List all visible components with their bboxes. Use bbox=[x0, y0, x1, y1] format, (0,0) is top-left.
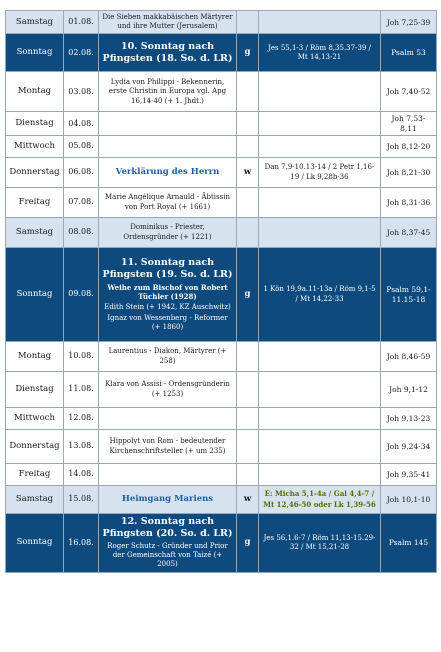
psalm-reading-cell: Psalm 145 bbox=[381, 514, 437, 572]
readings-cell bbox=[259, 112, 381, 136]
commemoration-title: Verklärung des Herrn bbox=[115, 167, 220, 178]
readings-text: Dan 7,9-10.13-14 / 2 Petr 1,16-19 / Lk 9,28b-36 bbox=[264, 163, 375, 181]
readings-cell bbox=[259, 372, 381, 408]
readings-cell bbox=[259, 464, 381, 486]
liturgical-color-cell: g bbox=[237, 514, 259, 572]
calendar-row bbox=[6, 430, 437, 464]
liturgical-color-cell: g bbox=[237, 34, 259, 72]
commemoration-line: Roger Schutz - Gründer und Prior der Gemeinschaft von Taizé (+ 2005) bbox=[107, 541, 228, 569]
weekday-cell: Mittwoch bbox=[6, 136, 64, 158]
date-cell: 04.08. bbox=[64, 112, 99, 136]
commemoration-title: Dominikus - Priester, Ordensgründer (+ 1221) bbox=[123, 223, 212, 241]
liturgical-color-cell: w bbox=[237, 486, 259, 514]
date-cell: 12.08. bbox=[64, 408, 99, 430]
commemoration-title: Klara von Assisi - Ordensgründerin (+ 1253) bbox=[105, 380, 230, 398]
date-cell: 06.08. bbox=[64, 158, 99, 188]
psalm-reading-cell: Joh 8,37-45 bbox=[381, 218, 437, 248]
readings-cell bbox=[259, 158, 381, 188]
readings-cell bbox=[259, 514, 381, 572]
psalm-reading-cell: Joh 7,53-8,11 bbox=[381, 112, 437, 136]
calendar-row bbox=[6, 158, 437, 188]
weekday-cell: Donnerstag bbox=[6, 158, 64, 188]
readings-cell bbox=[259, 342, 381, 372]
weekday-cell: Freitag bbox=[6, 464, 64, 486]
readings-cell bbox=[259, 486, 381, 514]
weekday-cell: Samstag bbox=[6, 11, 64, 34]
psalm-reading-cell: Joh 8,31-36 bbox=[381, 188, 437, 218]
calendar-row bbox=[6, 188, 437, 218]
readings-cell bbox=[259, 136, 381, 158]
date-cell: 01.08. bbox=[64, 11, 99, 34]
weekday-cell: Sonntag bbox=[6, 34, 64, 72]
weekday-cell: Montag bbox=[6, 342, 64, 372]
liturgical-color-cell bbox=[237, 188, 259, 218]
weekday-cell: Dienstag bbox=[6, 112, 64, 136]
calendar-row bbox=[6, 11, 437, 34]
date-cell: 08.08. bbox=[64, 218, 99, 248]
date-cell: 05.08. bbox=[64, 136, 99, 158]
date-cell: 14.08. bbox=[64, 464, 99, 486]
calendar-body bbox=[6, 11, 437, 573]
readings-cell bbox=[259, 248, 381, 342]
commemoration-title: 11. Sonntag nach Pfingsten (19. So. d. LR) bbox=[102, 256, 233, 280]
calendar-row bbox=[6, 514, 437, 572]
date-cell: 11.08. bbox=[64, 372, 99, 408]
liturgical-color-cell bbox=[237, 342, 259, 372]
commemoration-cell bbox=[99, 34, 237, 72]
psalm-reading-cell: Joh 9,24-34 bbox=[381, 430, 437, 464]
commemoration-title: Laurentius - Diakon, Märtyrer (+ 258) bbox=[108, 347, 227, 365]
readings-text: E: Micha 5,1-4a / Gal 4,4-7 / Mt 12,46-50 oder Lk 1,39-56 bbox=[263, 489, 376, 509]
weekday-cell: Samstag bbox=[6, 218, 64, 248]
weekday-cell: Mittwoch bbox=[6, 408, 64, 430]
commemoration-cell bbox=[99, 514, 237, 572]
readings-cell bbox=[259, 218, 381, 248]
readings-cell bbox=[259, 408, 381, 430]
weekday-cell: Donnerstag bbox=[6, 430, 64, 464]
commemoration-cell bbox=[99, 136, 237, 158]
psalm-reading-cell: Psalm 59,1-11.15-18 bbox=[381, 248, 437, 342]
liturgical-color-cell bbox=[237, 372, 259, 408]
commemoration-cell bbox=[99, 112, 237, 136]
commemoration-cell bbox=[99, 430, 237, 464]
date-cell: 09.08. bbox=[64, 248, 99, 342]
commemoration-cell bbox=[99, 218, 237, 248]
calendar-row bbox=[6, 34, 437, 72]
liturgical-color-cell bbox=[237, 11, 259, 34]
weekday-cell: Sonntag bbox=[6, 514, 64, 572]
readings-cell bbox=[259, 72, 381, 112]
commemoration-title: 10. Sonntag nach Pfingsten (18. So. d. LR) bbox=[102, 41, 233, 64]
commemoration-cell bbox=[99, 188, 237, 218]
liturgical-color-cell bbox=[237, 72, 259, 112]
psalm-reading-cell: Joh 9,13-23 bbox=[381, 408, 437, 430]
calendar-row bbox=[6, 464, 437, 486]
readings-text: Jes 56,1.6-7 / Röm 11,13-15.29-32 / Mt 15,21-28 bbox=[263, 533, 376, 551]
commemoration-cell bbox=[99, 158, 237, 188]
psalm-reading-cell: Joh 9,35-41 bbox=[381, 464, 437, 486]
liturgical-color-cell bbox=[237, 430, 259, 464]
calendar-row bbox=[6, 112, 437, 136]
calendar-row bbox=[6, 408, 437, 430]
liturgical-color-cell bbox=[237, 408, 259, 430]
commemoration-cell bbox=[99, 372, 237, 408]
calendar-row bbox=[6, 136, 437, 158]
weekday-cell: Dienstag bbox=[6, 372, 64, 408]
date-cell: 03.08. bbox=[64, 72, 99, 112]
weekday-cell: Freitag bbox=[6, 188, 64, 218]
commemoration-title: Hippolyt von Rom - bedeutender Kirchenschriftsteller (+ um 235) bbox=[109, 437, 226, 455]
liturgical-color-cell bbox=[237, 112, 259, 136]
commemoration-cell bbox=[99, 248, 237, 342]
psalm-reading-cell: Joh 7,40-52 bbox=[381, 72, 437, 112]
commemoration-cell bbox=[99, 72, 237, 112]
liturgical-calendar-table bbox=[5, 10, 437, 573]
weekday-cell: Sonntag bbox=[6, 248, 64, 342]
date-cell: 15.08. bbox=[64, 486, 99, 514]
readings-cell bbox=[259, 11, 381, 34]
commemoration-title: 12. Sonntag nach Pfingsten (20. So. d. LR) bbox=[102, 516, 233, 540]
readings-text: 1 Kön 19,9a.11-13a / Röm 9,1-5 / Mt 14,22-33 bbox=[263, 285, 376, 303]
psalm-reading-cell: Joh 8,12-20 bbox=[381, 136, 437, 158]
date-cell: 07.08. bbox=[64, 188, 99, 218]
readings-cell bbox=[259, 430, 381, 464]
commemoration-title: Die Sieben makkabäischen Märtyrer und ihre Mutter (Jerusalem) bbox=[102, 13, 233, 31]
liturgical-color-cell bbox=[237, 218, 259, 248]
commemoration-title: Marie Angélique Arnauld - Äbtissin von Port Royal (+ 1661) bbox=[105, 193, 230, 211]
calendar-row bbox=[6, 218, 437, 248]
liturgical-color-cell bbox=[237, 464, 259, 486]
commemoration-line: Edith Stein (+ 1942, KZ Auschwitz) bbox=[104, 302, 231, 311]
weekday-cell: Samstag bbox=[6, 486, 64, 514]
date-cell: 02.08. bbox=[64, 34, 99, 72]
liturgical-color-cell: g bbox=[237, 248, 259, 342]
psalm-reading-cell: Joh 8,46-59 bbox=[381, 342, 437, 372]
weekday-cell: Montag bbox=[6, 72, 64, 112]
calendar-row bbox=[6, 486, 437, 514]
commemoration-cell bbox=[99, 408, 237, 430]
commemoration-title: Heimgang Mariens bbox=[121, 494, 214, 505]
liturgical-color-cell: w bbox=[237, 158, 259, 188]
calendar-row bbox=[6, 248, 437, 342]
readings-cell bbox=[259, 188, 381, 218]
commemoration-cell bbox=[99, 464, 237, 486]
commemoration-cell bbox=[99, 11, 237, 34]
readings-text: Jes 55,1-3 / Röm 8,35.37-39 / Mt 14,13-21 bbox=[268, 43, 371, 61]
commemoration-line: Weihe zum Bischof von Robert Tüchler (1928) bbox=[107, 282, 228, 301]
calendar-row bbox=[6, 372, 437, 408]
commemoration-cell bbox=[99, 342, 237, 372]
psalm-reading-cell: Joh 8,21-30 bbox=[381, 158, 437, 188]
commemoration-cell bbox=[99, 486, 237, 514]
readings-cell bbox=[259, 34, 381, 72]
date-cell: 16.08. bbox=[64, 514, 99, 572]
commemoration-title: Lydia von Philippi - Bekennerin, erste Christin in Europa vgl. Apg 16,14-40 (+ 1. Jhdt.) bbox=[108, 78, 227, 105]
commemoration-line: Ignaz von Wessenberg - Reformer (+ 1860) bbox=[107, 314, 228, 332]
psalm-reading-cell: Joh 9,1-12 bbox=[381, 372, 437, 408]
date-cell: 10.08. bbox=[64, 342, 99, 372]
psalm-reading-cell: Joh 10,1-10 bbox=[381, 486, 437, 514]
liturgical-color-cell bbox=[237, 136, 259, 158]
psalm-reading-cell: Joh 7,25-39 bbox=[381, 11, 437, 34]
psalm-reading-cell: Psalm 53 bbox=[381, 34, 437, 72]
date-cell: 13.08. bbox=[64, 430, 99, 464]
calendar-row bbox=[6, 72, 437, 112]
calendar-row bbox=[6, 342, 437, 372]
